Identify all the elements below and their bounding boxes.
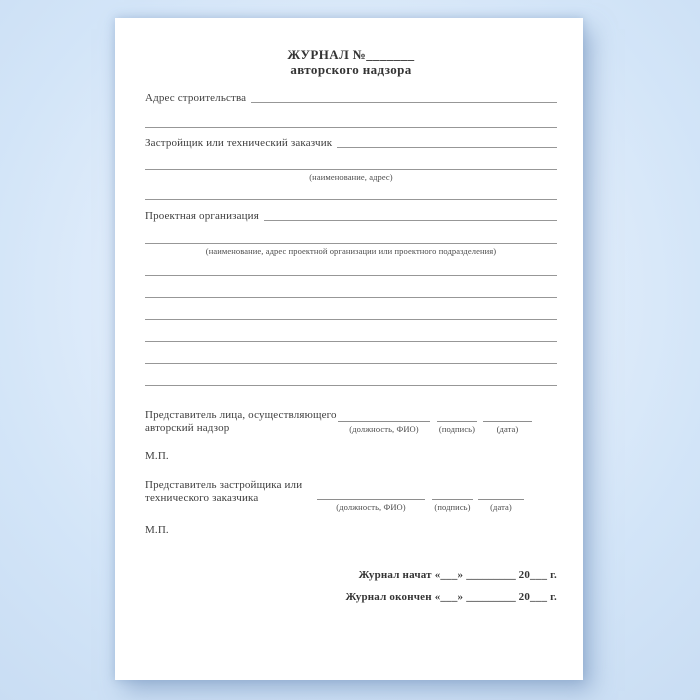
address-blank-line	[251, 92, 557, 103]
form-title-line2: авторского надзора	[290, 62, 412, 77]
stamp-place-label: М.П.	[145, 524, 169, 536]
author-supervisor-label-line1: Представитель лица, осуществляющего	[145, 409, 337, 421]
developer-caption: (наименование, адрес)	[309, 172, 393, 182]
date-cell	[478, 479, 524, 512]
journal-started-row	[145, 569, 557, 581]
developer-field	[145, 137, 557, 150]
signature-cell	[432, 479, 473, 512]
author-supervisor-signature-block	[145, 409, 557, 435]
date-caption: (дата)	[490, 502, 512, 512]
signature-cell	[437, 409, 477, 435]
position-name-caption: (должность, ФИО)	[336, 502, 406, 512]
stamp-place-label: М.П.	[145, 450, 169, 462]
document-page	[115, 18, 583, 680]
signature-caption: (подпись)	[434, 502, 471, 512]
position-name-caption: (должность, ФИО)	[349, 424, 419, 434]
author-supervisor-label-line2: авторский надзор	[145, 422, 230, 434]
blank-line	[145, 243, 557, 244]
design-org-field	[145, 210, 557, 223]
date-blank-line	[483, 409, 532, 422]
developer-signature-cells	[317, 479, 524, 512]
developer-rep-label-line2: технического заказчика	[145, 492, 259, 504]
position-name-blank-line	[338, 409, 430, 422]
date-caption: (дата)	[496, 424, 519, 434]
blank-line	[145, 275, 557, 276]
developer-rep-label-line1: Представитель застройщика или	[145, 479, 303, 491]
blank-line	[145, 341, 557, 342]
journal-finished-day-quotes: «___»	[434, 591, 464, 603]
position-name-blank-line	[317, 479, 425, 500]
form-title-line1: ЖУРНАЛ №_______	[287, 47, 415, 62]
developer-label: Застройщик или технический заказчик	[145, 137, 333, 149]
author-supervisor-label	[145, 409, 338, 435]
signature-caption: (подпись)	[438, 424, 476, 434]
developer-rep-signature-block	[145, 479, 557, 512]
position-name-cell	[338, 409, 430, 435]
blank-line	[145, 127, 557, 128]
design-org-caption: (наименование, адрес проектной организации или проектного подразделения)	[205, 246, 497, 256]
signature-blank-line	[437, 409, 477, 422]
date-cell	[483, 409, 532, 435]
address-field	[145, 92, 557, 105]
design-org-blank-line	[264, 210, 557, 221]
journal-finished-month-blank: _________	[466, 591, 516, 603]
journal-started-label: Журнал начат	[358, 569, 432, 581]
journal-started-year: 20___ г.	[518, 569, 557, 581]
position-name-cell	[317, 479, 425, 512]
journal-started-day-quotes: «___»	[434, 569, 464, 581]
blank-line	[145, 363, 557, 364]
blank-line	[145, 297, 557, 298]
blank-line	[145, 199, 557, 200]
blank-line	[145, 385, 557, 386]
signature-blank-line	[432, 479, 473, 500]
form-content	[145, 18, 557, 680]
blank-line	[145, 319, 557, 320]
journal-finished-label: Журнал окончен	[345, 591, 432, 603]
date-blank-line	[478, 479, 524, 500]
blank-line	[145, 169, 557, 170]
author-signature-cells	[338, 409, 532, 435]
journal-finished-year: 20___ г.	[518, 591, 557, 603]
journal-started-month-blank: _________	[466, 569, 516, 581]
address-label: Адрес строительства	[145, 92, 247, 104]
developer-rep-label	[145, 479, 317, 512]
journal-finished-row	[145, 591, 557, 603]
design-org-label: Проектная организация	[145, 210, 259, 222]
developer-blank-line	[337, 137, 557, 148]
